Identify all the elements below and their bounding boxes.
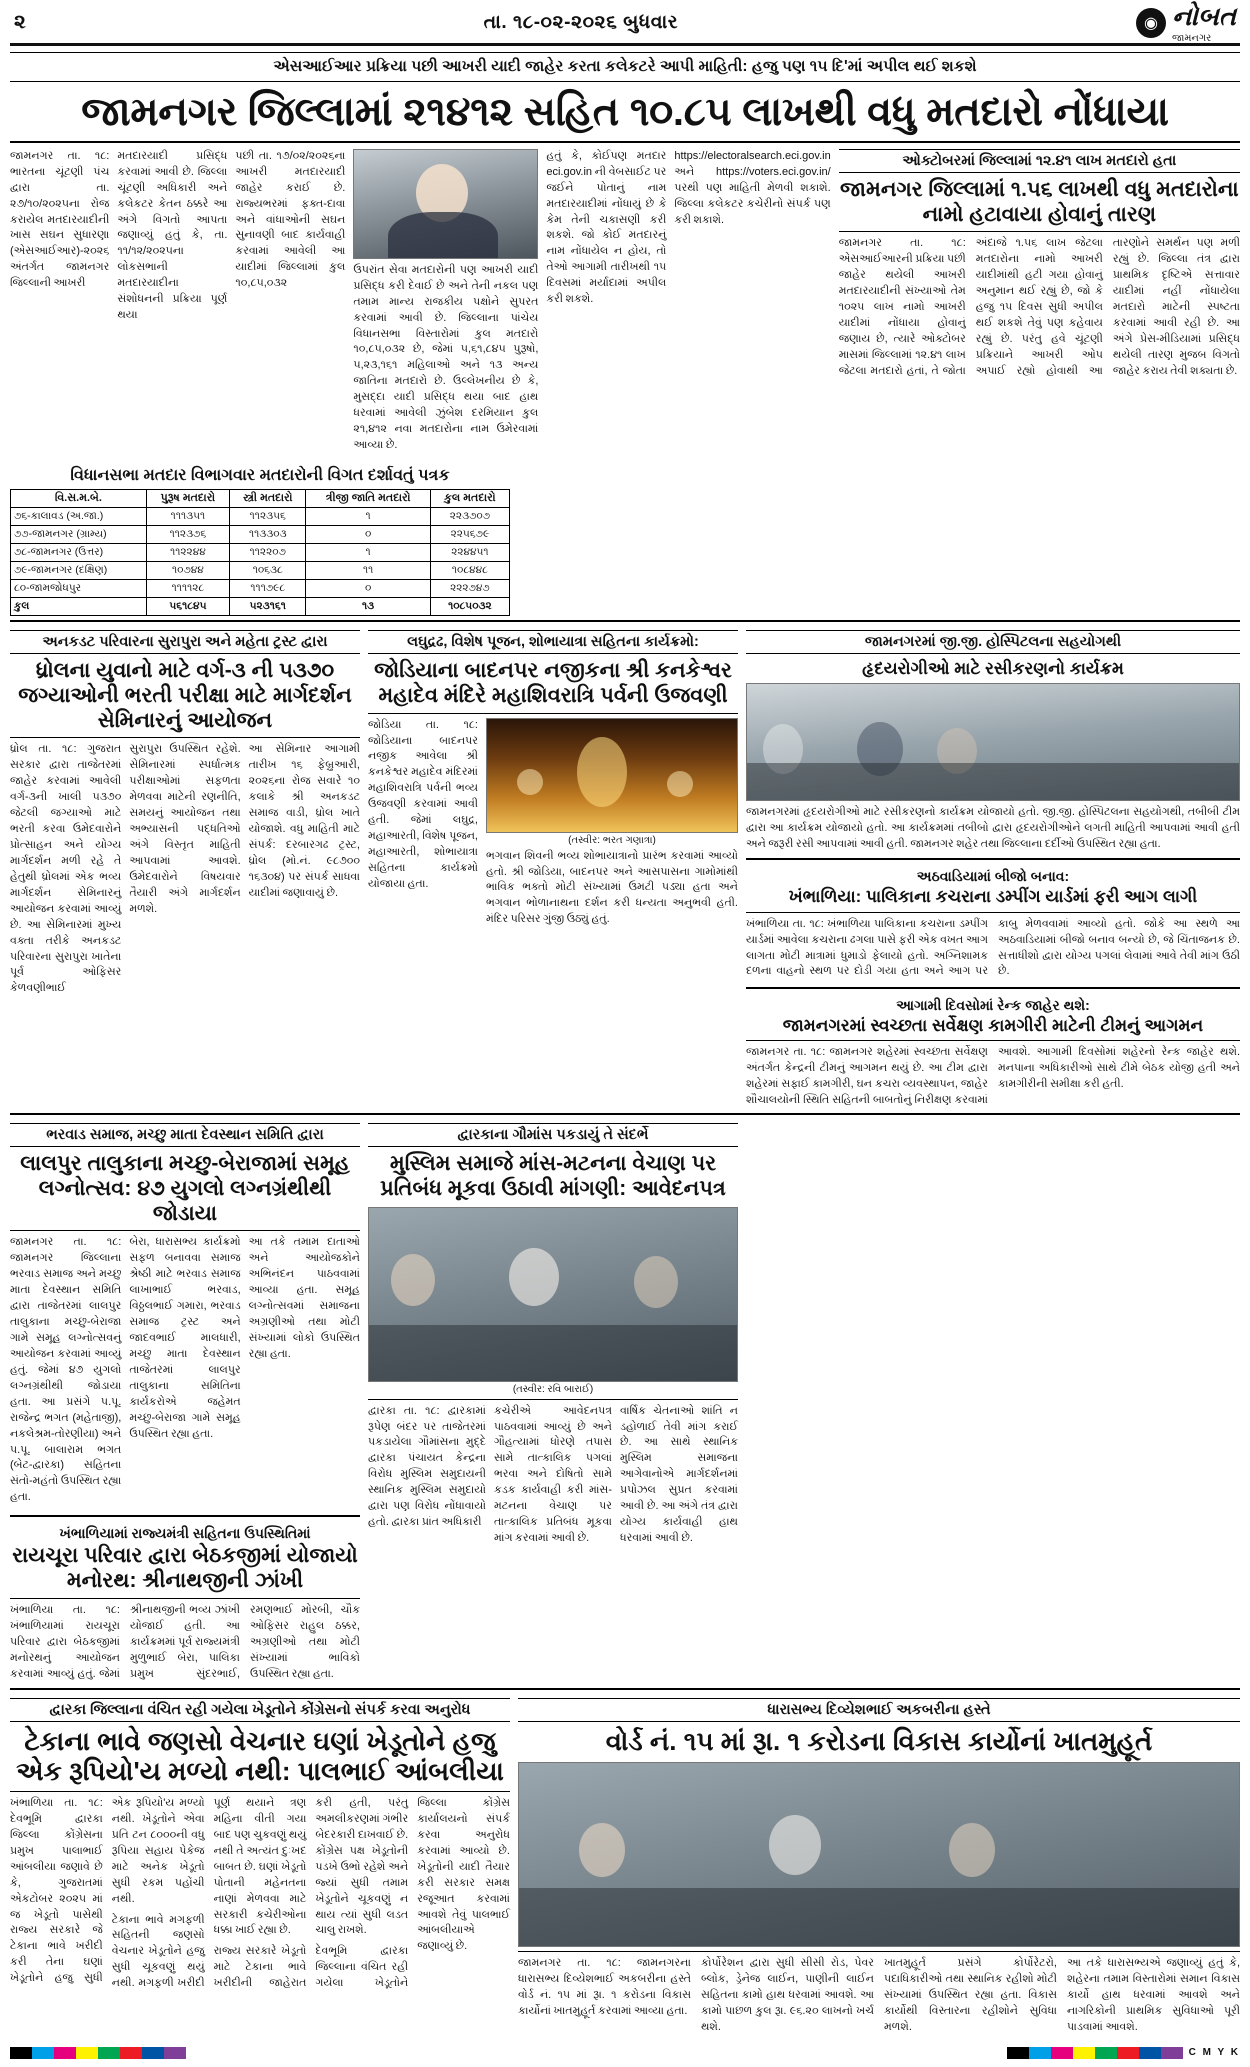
ward15-photo	[518, 1762, 1240, 1947]
hospital-body: જામનગરમાં હૃદયરોગીઓ માટે રસીકરણનો કાર્યક્રમ યોજાયો હતો. જી.જી. હોસ્પિટલના સહયોગથી, તબીબી ટીમ દ્વારા આ કાર્યક્રમ યોજાયો હતો. આ કાર્યક્રમમાં તબીબો દ્વારા હૃદયરોગીઓને લગતી માહિતી આપવામાં આવી હતી અને જરૂરી રસી આપવામાં આવી હતી. જામનગર શહેર તથા જિલ્લાના દર્દીઓ ઉપસ્થિત રહ્યા હતા.	[746, 806, 1240, 851]
ward15-body-2: કોર્પોરેશન દ્વારા સુધી સીસી રોડ, પેવર બ્લોક, ડ્રેનેજ લાઈન, પાણીની લાઈન સહિતના કામો હાથ ધરવામાં આવશે. આ કામો પાછળ કુલ રૂા. ૯૬.૨૦ લાખનો ખર્ચ થશે.	[701, 1957, 874, 2033]
color-swatch	[54, 2047, 76, 2059]
table-cell: ૧૧૨૨૦૭	[230, 544, 306, 562]
swachhta-body: જામનગર તા. ૧૮: જામનગર શહેરમાં સ્વચ્છતા સર્વેક્ષણ અંતર્ગત કેન્દ્રની ટીમનું આગમન થયું છે. આ ટીમ દ્વારા શહેરમાં સફાઈ કામગીરી, ઘન કચરા વ્યવસ્થાપન, જાહેર શૌચાલયોની સ્થિતિ સહિતની બાબતોનું નિરીક્ષણ કરવામાં આવશે. આગામી દિવસોમાં શહેરનો રેન્ક જાહેર થશે. મનપાના અધિકારીઓ સાથે ટીમે બેઠક યોજી હતી અને કામગીરીની સમીક્ષા કરી હતી.	[746, 1046, 1240, 1107]
table-cell: ૭૯-જામનગર (દક્ષિણ)	[11, 562, 147, 580]
table-cell: ૧૧૧૧૨૮	[146, 580, 229, 598]
lead-col-4: ઉપરાંત સેવા મતદારોની પણ આખરી યાદી પ્રસિદ્ધ કરી દેવાઈ છે અને તેની નકલ પણ તમામ માન્ય રાજકીય પક્ષોને સુપરત કરવામાં આવી છે. જિલ્લાના પાંચેય વિધાનસભા વિસ્તારોમાં કુલ મતદારો ૧૦,૮૫,૦૩૨ છે, જેમાં ૫,૬૧,૮૪૫ પુરૂષો, ૫,૨૩,૧૬૧ મહિલાઓ અને ૧૩ અન્ય જાતિના મતદારો છે. ઉલ્લેખનીય છે કે, મુસદ્દા યાદી પ્રસિદ્ધ થયા બાદ હાથ ધરવામાં આવેલી ઝુંબેશ દરમિયાન કુલ ૨૧,૪૧૨ નવા મતદારોના નામ ઉમેરવામાં આવ્યા છે.	[353, 263, 539, 452]
lead-sidebar	[839, 149, 1240, 459]
sidebar-body: જામનગર તા. ૧૮: એસઆઈઆરની પ્રક્રિયા પછી જાહેર થયેલી આખરી મતદારયાદીની સંખ્યાઓ તેમ ૧૦૨૫ લાખ નામો આખરી યાદીમાં નોંધાયા હોવાનું જણાય છે, ત્યારે ઓક્ટોબર માસમાં જિલ્લામાં ૧૨.૪૧ લાખ જેટલા મતદારો હતાં, તે જોતા અંદાજે ૧.૫૬ લાખ જેટલા મતદારોના નામો આખરી યાદીમાંથી હટી ગયા હોવાનું અનુમાન થઈ રહ્યું છે, જો કે હજુ ૧૫ દિવસ સુધી અપીલ થઈ શકશે તેવું પણ કહેવાય રહ્યું છે. પરંતુ હવે ચૂંટણી પ્રક્રિયાને આખરી ઓપ અપાઈ રહ્યો હોવાથી આ તારણોને સમર્થન પણ મળી રહ્યું છે. જિલ્લા તંત્ર દ્વારા પ્રાથમિક દૃષ્ટિએ સત્તાવાર યાદીમાં નહીં નોંધાયેલા મતદારો માટેની સ્પષ્ટતા કરવામાં આવી રહી છે. આ અંગે પ્રેસ-મીડિયામાં પ્રસિદ્ધ થયેલી તારણ મુજબ વિગતો જાહેર કરાય તેવી શક્યતા છે.	[838, 237, 1240, 377]
table-cell: ૧૧	[306, 562, 430, 580]
farmers-body-2: ટેકાના ભાવે મગફળી સહિતની જણસો વેચનાર ખેડૂતોને હજુ સુધી ચૂકવણું થયું નથી. મગફળી ખરીદી પૂર્ણ થયાને ત્રણ મહિના વીતી ગયા બાદ પણ ચુકવણું થયું નથી તે અત્યંત દુઃખદ બાબત છે. ઘણાં ખેડૂતો પોતાની મહેનતના નાણાં મેળવવા માટે સરકારી કચેરીઓના ધક્કા ખાઈ રહ્યા છે.	[111, 1796, 307, 1990]
th-constituency: વિ.સ.મ.બે.	[11, 490, 147, 508]
ward15-kicker: ધારાસભ્ય દિવ્યેશભાઈ અકબરીના હસ્તે	[518, 1698, 1240, 1722]
lead-col-2: મતદારયાદી પ્રસિદ્ધ કરવામાં આવી છે. જિલ્લા ચૂંટણી અધિકારી અને કલેકટર કેતન ઠક્કરે આ અંગે વિગતો આપતા જણાવ્યું હતું કે, તા. ૧૧/૧૨/૨૦૨૫ના લોકસભાની મતદારયાદીના સંશોધનની પ્રક્રિયા પૂર્ણ થયા	[117, 149, 228, 322]
top-banner-kicker: એસઆઈઆર પ્રક્રિયા પછી આખરી યાદી જાહેર કરતા કલેકટરે આપી માહિતી: હજુ પણ ૧૫ દિ'માં અપીલ થઈ શકશે	[10, 52, 1240, 82]
table-cell: ૭૮-જામનગર (ઉત્તર)	[11, 544, 147, 562]
khambhaliya-fire-body: ખંભાળિયા તા. ૧૮: ખંભાળિયા પાલિકાના કચરાના ડમ્પીંગ યાર્ડમાં આવેલા કચરાના ઢગલા પાસે ફરી એક વખત આગ લાગતા મોટી માત્રામાં ધુમાડો ફેલાયો હતો. અગ્નિશામક દળના વાહનો સ્થળ પર દોડી ગયા હતા અને આગ પર કાબુ મેળવવામાં આવ્યો હતો. જોકે આ સ્થળે આ અઠવાડિયામાં બીજો બનાવ બન્યો છે, જે ચિંતાજનક છે. સત્તાધીશો દ્વારા યોગ્ય પગલાં લેવામાં આવે તેવી માંગ ઉઠી છે.	[746, 917, 1240, 978]
dhrol-body-2: સુરાપુરા ઉપસ્થિત રહેશે. સેમિનારમાં સ્પર્ધાત્મક પરીક્ષાઓમાં સફળતા મેળવવા માટેની રણનીતિ, સમયનું આયોજન તથા અભ્યાસની પદ્ધતિઓ અંગે વિસ્તૃત માહિતી આપવામાં આવશે. ઉમેદવારોને વિષયવાર તૈયારી અંગે માર્ગદર્શન મળશે.	[129, 743, 241, 915]
story-kankeshwar-mahashivratri	[368, 630, 738, 1109]
raychura-headline: રાયચૂરા પરિવાર દ્વારા બેઠકજીમાં યોજાયો મનોરથ: શ્રીનાથજીની ઝાંખી	[12, 1544, 358, 1593]
raychura-kicker: ખંભાળિયામાં રાજ્યમંત્રી સહિતના ઉપસ્થિતિમાં	[59, 1525, 311, 1542]
memorandum-photo-caption: (તસ્વીર: રવિ બારાઈ)	[512, 1383, 594, 1395]
table-cell: ૧૧૩૩૦૩	[230, 526, 306, 544]
temple-photo	[486, 718, 738, 833]
dhrol-body-3: આ સેમિનાર આગામી તારીખ ૧૬ ફેબ્રુઆરી, ૨૦૨૬ના રોજ સવારે ૧૦ કલાકે શ્રી અનકડટ સમાજ વાડી, ધ્રોલ ખાતે યોજાશે. વધુ માહિતી માટે સંપર્ક: દરબારગઢ ટ્રસ્ટ, ધ્રોલ (મો.નં. ૯૮૭૦૦ ૧૬૩૦૪) પર સંપર્ક સાધવા યાદીમાં જણાવાયું છે.	[248, 743, 360, 899]
collector-portrait-photo	[353, 149, 538, 259]
story-samuh-lagnotsav	[10, 1123, 360, 1684]
story-muslim-samaj-memo	[368, 1123, 738, 1684]
second-band	[10, 1123, 1240, 1684]
lead-col-6: https://electoralsearch.eci.gov.in અને https://voters.eci.gov.in/ પરથી પણ માહિતી મેળવી શકાશે. જિલ્લા કલેકટર કચેરીનો સંપર્ક પણ કરી શકાશે.	[674, 149, 831, 226]
table-row	[11, 508, 510, 526]
color-swatch	[120, 2047, 142, 2059]
th-total: કુલ મતદારો	[430, 490, 509, 508]
kankeshwar-body-1: જોડિયા તા. ૧૮: જોડિયાના બાદનપર નજીક આવેલા શ્રી કનકેશ્વર મહાદેવ મંદિરમાં મહાશિવરાત્રિ પર્વની ભવ્ય ઉજવણી કરવામાં આવી હતી. જેમાં લઘુદ્ર, મહાઆરતી, વિશેષ પૂજન, મહાઆરતી, શોભાયાત્રા સહિતના કાર્યક્રમો યોજાયા હતા.	[368, 718, 478, 890]
table-total-cell: ૧૩	[306, 598, 430, 616]
dhrol-headline: ધ્રોલના યુવાનો માટે વર્ગ-૩ ની ૫૩૭૦ જગ્યાઓની ભરતી પરીક્ષા માટે માર્ગદર્શન સેમિનારનું આયોજન	[18, 659, 352, 732]
memorandum-photo	[368, 1207, 738, 1382]
bharwad-body-2: બેરા, ધારાસભ્ય કાર્યક્રમો સફળ બનાવવા સમાજ શ્રેષ્ઠી માટે ભરવાડ સમાજ લાખાભાઈ ભરવાડ, વિઠ્ઠલભાઈ ગમારા, ભરવાડ સમાજ ટ્રસ્ટ અને જાદવભાઈ માલધારી, મચ્છુ માતા દેવસ્થાન તાજેતરમાં લાલપુર તાલુકાના સમિતિના કાર્યકરોએ જહેમત મચ્છુ-બેરાજા ગામે સમૂહ ઉપસ્થિત રહ્યા હતા.	[129, 1236, 241, 1440]
table-cell: ૧૧૧૭૯૮	[230, 580, 306, 598]
table-cell: ૨૨૩૭૦૭	[430, 508, 509, 526]
middle-band	[10, 630, 1240, 1109]
color-swatch	[10, 2047, 32, 2059]
logo-emblem-icon: ◉	[1136, 8, 1166, 38]
table-cell: ૧૧૨૩૭૬	[146, 526, 229, 544]
kankeshwar-headline: જોડિયાના બાદનપર નજીકના શ્રી કનકેશ્વર મહાદેવ મંદિરે મહાશિવરાત્રિ પર્વની ઉજવણી	[374, 659, 732, 707]
bharwad-body-3: આ તકે તમામ દાતાઓ અને આયોજકોને અભિનંદન પાઠવવામાં આવ્યા હતા. સમૂહ લગ્નોત્સવમાં સમાજના અગ્રણીઓ તથા મોટી સંખ્યામાં લોકો ઉપસ્થિત રહ્યા હતા.	[248, 1236, 360, 1360]
registration-color-bar	[10, 2047, 1240, 2059]
table-cell: ૨૨૫૬૭૯	[430, 526, 509, 544]
farmers-body-3: રાજ્ય સરકારે ખેડૂતો માટે ટેકાના ભાવે ખરીદીની જાહેરાત કરી હતી, પરંતુ અમલીકરણમાં ગંભીર બેદરકારી દાખવાઈ છે. કોંગ્રેસ પક્ષ ખેડૂતોની પડખે ઉભો રહેશે અને જ્યાં સુધી તમામ ખેડૂતોને ચૂકવણું ન થાય ત્યાં સુધી લડત ચાલુ રાખશે.	[213, 1796, 409, 1990]
dwarka-headline: મુસ્લિમ સમાજે માંસ-મટનના વેચાણ પર પ્રતિબંધ મૂકવા ઉઠાવી માંગણી: આવેદનપત્ર	[380, 1152, 726, 1200]
table-cell: ૨૨૪૪૫૧	[430, 544, 509, 562]
farmers-body-4: દેવભૂમિ દ્વારકા જિલ્લાના વંચિત રહી ગયેલા ખેડૂતોને જિલ્લા કોંગ્રેસ કાર્યાલયનો સંપર્ક કરવા અનુરોધ કરવામાં આવ્યો છે. ખેડૂતોની યાદી તૈયાર કરી સરકાર સમક્ષ રજૂઆત કરવામાં આવશે તેવું પાલભાઈ આંબલીયાએ જણાવ્યું છે.	[315, 1796, 510, 1990]
dwarka-body-1: દ્વારકા તા. ૧૮: દ્વારકામાં રૂપેણ બંદર પર તાજેતરમાં પકડાયેલા ગૌમાંસના મુદ્દે દ્વારકા પંચાયત કેન્દ્રના વિરોધ મુસ્લિમ સમુદાયની સ્થાનિક મુસ્લિમ સમુદાયો દ્વારા પણ વિરોધ નોંધાવાયો હતો. દ્વારકા પ્રાંત અધિકારી	[368, 1404, 486, 1529]
ward15-headline: વોર્ડ નં. ૧૫ માં રૂા. ૧ કરોડના વિકાસ કાર્યોનાં ખાતમુહૂર્ત	[605, 1726, 1153, 1757]
lead-col-3: પછી તા. ૧૭/૦૨/૨૦૨૬ના આખરી મતદારયાદી જાહેર કરાઈ છે. રાજ્યભરમાં ફક્ત-દાવા અને વાંધાઓની સઘન સુનાવણી બાદ કાર્યવાહી કરવામાં આવેલી આ યાદીમાં જિલ્લામાં કુલ ૧૦,૮૫,૦૩૨	[235, 149, 346, 290]
voter-table	[10, 467, 510, 616]
table-row	[11, 562, 510, 580]
table-total-cell: ૧૦૮૫૦૩૨	[430, 598, 509, 616]
farmers-headline: ટેકાના ભાવે જણસો વેચનાર ઘણાં ખેડૂતોને હજુ એક રૂપિયો'ય મળ્યો નથી: પાલભાઈ આંબલીયા	[16, 1726, 504, 1787]
table-cell: ૧૧૧૩૫૧	[146, 508, 229, 526]
voter-table-title: વિધાનસભા મતદાર વિભાગવાર મતદારોની વિગત દર્શાવતું પત્રક	[70, 467, 450, 485]
dhrol-body-1: ધ્રોલ તા. ૧૮: ગુજરાત સરકાર દ્વારા તાજેતરમાં જાહેર કરવામાં આવેલી વર્ગ-૩ની ખાલી ૫૩૭૦ જેટલી જગ્યાઓ માટે ભરતી કરવા ઉમેદવારોને પ્રોત્સાહન અને યોગ્ય માર્ગદર્શન મળી રહે તે હેતુથી ધ્રોલમાં એક ભવ્ય માર્ગદર્શન સેમિનારનું આયોજન કરવામાં આવ્યું છે. આ સેમિનારમાં મુખ્ય વક્તા તરીકે અનકડટ પરિવારના સુરાપુરા ખાતેના પૂર્વ ઓફિસર કેળવણીભાઈ	[10, 743, 122, 995]
story-ward15-development	[518, 1698, 1240, 2037]
table-cell: ૦	[306, 580, 430, 598]
table-cell: ૧૧૨૩૫૬	[230, 508, 306, 526]
hospital-photo	[746, 683, 1240, 801]
ward15-body-3: ખાતમુહૂર્ત પ્રસંગે કોર્પોરેટરો, પદાધિકારીઓ તથા સ્થાનિક રહીશો મોટી સંખ્યામાં ઉપસ્થિત રહ્યા હતા. વિકાસ કાર્યોથી વિસ્તારના રહીશોને સુવિધા મળશે.	[884, 1957, 1057, 2033]
th-female: સ્ત્રી મતદારો	[230, 490, 306, 508]
bharwad-body-1: જામનગર તા. ૧૮: જામનગર જિલ્લાના ભરવાડ સમાજ અને મચ્છુ માતા દેવસ્થાન સમિતિ દ્વારા તાજેતરમાં લાલપુર તાલુકાના મચ્છુ-બેરાજા ગામે સમૂહ લગ્નોત્સવનું આયોજન કરવામાં આવ્યું હતું. જેમાં ૪૭ યુગલો લગ્નગ્રંથીથી જોડાયા હતા. આ પ્રસંગે પ.પૂ. રાજેન્દ્ર ભગત (મહેતાજી), નકલેશ્રમ-તોરણીયા) અને પ.પૂ. બાલારામ ભગત (બેટ-દ્વારકા) સહિતના સંતો-મહંતો ઉપસ્થિત રહ્યા હતા.	[10, 1236, 122, 1504]
khambhaliya-fire-kicker: અઠવાડિયામાં બીજો બનાવ:	[916, 868, 1070, 885]
table-row	[11, 544, 510, 562]
farmers-body-1: ખંભાળિયા તા. ૧૮: દેવભૂમિ દ્વારકા જિલ્લા કોંગ્રેસના પ્રમુખ પાલાભાઈ આંબલીયા જણાવે છે કે, ગુજરાતમાં એકટોબર ૨૦૨૫ માં જ ખેડૂતો પાસેથી રાજ્ય સરકારે જે ટેકાના ભાવે ખરીદી કરી તેના ઘણાં ખેડૂતોને હજુ સુધી એક રૂપિયો'ય મળ્યો નથી. ખેડૂતોને એવા પ્રતિ ટન ૮૦૦૦ની વધુ રૂપિયા સહાય પેકેજ માટે અનેક ખેડૂતો સુધી રકમ પહોંચી નથી.	[10, 1796, 205, 1985]
page-number: ૨	[14, 11, 26, 33]
lead-body	[10, 149, 1240, 459]
th-third: ત્રીજી જાતિ મતદારો	[306, 490, 430, 508]
sidebar-kicker: ઓક્ટોબરમાં જિલ્લામાં ૧૨.૪૧ લાખ મતદારો હતા	[839, 149, 1240, 173]
color-swatch	[142, 2047, 164, 2059]
table-cell: ૧૦૬૩૮	[230, 562, 306, 580]
story-stack-right	[746, 630, 1240, 1109]
bharwad-kicker: ભરવાડ સમાજ, મચ્છુ માતા દેવસ્થાન સમિતિ દ્વારા	[10, 1123, 360, 1147]
logo-name: નોબત	[1171, 1, 1236, 31]
table-cell: ૭૬-કાલાવડ (અ.જા.)	[11, 508, 147, 526]
color-swatch	[1007, 2047, 1029, 2059]
farmers-kicker: દ્વારકા જિલ્લાના વંચિત રહી ગયેલા ખેડૂતોને કોંગ્રેસનો સંપર્ક કરવા અનુરોધ	[10, 1698, 510, 1722]
lead-col-1: જામનગર તા. ૧૮: ભારતના ચૂંટણી પંચ દ્વારા તા. ૨૭/૧૦/૨૦૨૫ના રોજ કરાયેલ મતદારયાદીની ખાસ સઘન સુધારણા (એસઆઈઆર)-૨૦૨૬ અંતર્ગત જામનગર જિલ્લાની આખરી	[10, 149, 110, 290]
table-total-cell: કુલ	[11, 598, 147, 616]
masthead	[10, 1, 1240, 46]
temple-photo-caption: (તસ્વીર: ભરત ગણાત્રા)	[568, 834, 656, 846]
table-cell: ૦	[306, 526, 430, 544]
color-swatch	[1029, 2047, 1051, 2059]
color-swatch	[98, 2047, 120, 2059]
issue-date: તા. ૧૮-૦૨-૨૦૨૬ બુધવાર	[483, 11, 679, 33]
table-total-cell: ૫૨૩૧૬૧	[230, 598, 306, 616]
table-cell: ૭૭-જામનગર (ગ્રામ્ય)	[11, 526, 147, 544]
dwarka-body-2: કચેરીએ આવેદનપત્ર પાઠવવામાં આવ્યું છે અને ગૌહત્યામાં ધોરણે તપાસ સામે તાત્કાલિક પગલાં ભરવા અને દોષિતો સામે કડક કાર્યવાહી કરી માંસ-મટનના વેચાણ પર તાત્કાલિક પ્રતિબંધ મૂકવા માંગ કરવામાં આવી છે.	[494, 1404, 612, 1545]
ward15-body-4: આ તકે ધારાસભ્યએ જણાવ્યું હતું કે, શહેરના તમામ વિસ્તારોમાં સમાન વિકાસ કાર્યો હાથ ધરવામાં આવશે અને નાગરિકોની પ્રાથમિક સુવિધાઓ પૂરી પાડવામાં આવશે.	[1067, 1957, 1240, 2033]
bottom-band	[10, 1698, 1240, 2037]
table-header-row	[11, 490, 510, 508]
hospital-headline: હૃદયરોગીઓ માટે રસીકરણનો કાર્યક્રમ	[862, 659, 1124, 679]
story-farmers-payment	[10, 1698, 510, 2037]
table-cell: ૮૦-જામજોધપુર	[11, 580, 147, 598]
table-cell: ૧૧૨૨૪૪	[146, 544, 229, 562]
table-cell: ૨૨૨૭૪૭	[430, 580, 509, 598]
color-swatch	[1051, 2047, 1073, 2059]
color-swatch	[164, 2047, 186, 2059]
color-swatch	[1095, 2047, 1117, 2059]
kankeshwar-body-2: ભગવાન શિવની ભવ્ય શોભાયાત્રાનો પ્રારંભ કરવામાં આવ્યો હતો. શ્રી જોડિયા, બાદનપર અને આસપાસના ગામોમાંથી ભાવિક ભક્તો મોટી સંખ્યામાં ઉમટી પડ્યા હતા અને ભગવાન ભોળાનાથના દર્શન કરી ધન્યતા અનુભવી હતી. મંદિર પરિસર ગુંજી ઉઠ્યું હતું.	[486, 849, 738, 926]
table-cell: ૧૦૭૪૪	[146, 562, 229, 580]
raychura-body: ખંભાળિયા તા. ૧૮: ખંભાળિયામાં રાયચૂરા પરિવાર દ્વારા બેઠકજીમાં મનોરથનું આયોજન કરવામાં આવ્યું હતું. જેમાં શ્રીનાથજીની ભવ્ય ઝાંખી યોજાઈ હતી. આ કાર્યક્રમમાં પૂર્વ રાજ્યમંત્રી મુળુભાઈ બેરા, પાલિકા પ્રમુખ સુંદરભાઈ, રમણભાઈ મોરબી, ચૌક ઓફિસર રાહુલ ઠક્કર, અગ્રણીઓ તથા મોટી સંખ્યામાં ભાવિકો ઉપસ્થિત રહ્યા હતા.	[10, 1603, 360, 1680]
publication-logo	[1136, 1, 1236, 44]
logo-subtitle: જામનગર	[1171, 33, 1212, 44]
swachhta-kicker: આગામી દિવસોમાં રેન્ક જાહેર થશે:	[896, 996, 1090, 1013]
table-cell: ૧	[306, 544, 430, 562]
color-swatch	[1117, 2047, 1139, 2059]
lead-headline: જામનગર જિલ્લામાં ૨૧૪૧૨ સહિત ૧૦.૮૫ લાખથી વધુ મતદારો નોંધાયા	[81, 90, 1169, 134]
bharwad-headline: લાલપુર તાલુકાના મચ્છુ-બેરાજામાં સમૂહ લગ્નોત્સવ: ૪૭ યુગલો લગ્નગ્રંથીથી જોડાયા	[20, 1152, 350, 1225]
color-swatch	[1139, 2047, 1161, 2059]
table-cell: ૧	[306, 508, 430, 526]
table-row	[11, 580, 510, 598]
kankeshwar-kicker: લઘુદ્રઢ, વિશેષ પૂજન, શોભાયાત્રા સહિતના કાર્યક્રમો:	[368, 630, 738, 654]
lead-col-5: હતું કે, કોઈપણ મતદાર eci.gov.in ની વેબસાઈટ પર જઈને પોતાનું નામ મતદારયાદીમાં નોંધાયું છે કે કેમ તેની ચકાસણી કરી શકશે. જો કોઈ મતદારનું નામ નોંધાયેલ ન હોય, તો તેઓ આગામી તારીખથી ૧૫ દિવસમાં મર્યાદામાં અપીલ કરી શકશે.	[546, 149, 667, 306]
divider	[10, 141, 1240, 143]
dhrol-kicker: અનકડટ પરિવારના સુરાપુરા અને મહેતા ટ્રસ્ટ દ્વારા	[10, 630, 360, 654]
table-cell: ૧૦૮૪૪૮	[430, 562, 509, 580]
hospital-kicker: જામનગરમાં જી.જી. હોસ્પિટલના સહયોગથી	[746, 630, 1240, 654]
color-swatch	[76, 2047, 98, 2059]
dwarka-body-3: વાર્ષિક ચેતનાઓ શાંતિ ન ડહોળાઈ તેવી માંગ કરાઈ છે. આ સાથે સ્થાનિક મુસ્લિમ સમાજના આગેવાનોએ માર્ગદર્શનમાં પ્રપોઝલ સુપ્રત કરવામાં આવી છે. આ અંગે તંત્ર દ્વારા યોગ્ય કાર્યવાહી હાથ ધરવામાં આવી છે.	[620, 1404, 738, 1545]
swachhta-headline: જામનગરમાં સ્વચ્છતા સર્વેક્ષણ કામગીરી માટેની ટીમનું આગમન	[782, 1015, 1204, 1035]
table-row	[11, 526, 510, 544]
table-total-row	[11, 598, 510, 616]
color-swatch	[1161, 2047, 1183, 2059]
cmyk-label: C M Y K	[1188, 2047, 1240, 2059]
color-swatch	[1073, 2047, 1095, 2059]
sidebar-headline: જામનગર જિલ્લામાં ૧.૫૬ લાખથી વધુ મતદારોના નામો હટાવાયા હોવાનું તારણ	[840, 177, 1239, 226]
color-swatch	[32, 2047, 54, 2059]
khambhaliya-fire-headline: ખંભાળિયા: પાલિકાના કચરાના ડમ્પીંગ યાર્ડમાં ફરી આગ લાગી	[788, 887, 1198, 907]
ward15-body-1: જામનગર તા. ૧૮: જામનગરના ધારાસભ્ય દિવ્યેશભાઈ અકબરીના હસ્તે વોર્ડ નં. ૧૫ માં રૂા. ૧ કરોડના વિકાસ કાર્યોનાં ખાતમુહૂર્ત કરવામાં આવ્યા હતા.	[518, 1957, 691, 2017]
th-male: પુરૂષ મતદારો	[146, 490, 229, 508]
table-total-cell: ૫૬૧૮૪૫	[146, 598, 229, 616]
story-dhrol-seminar	[10, 630, 360, 1109]
dwarka-kicker: દ્વારકાના ગૌમાંસ પકડાયું તે સંદર્ભે	[368, 1123, 738, 1147]
